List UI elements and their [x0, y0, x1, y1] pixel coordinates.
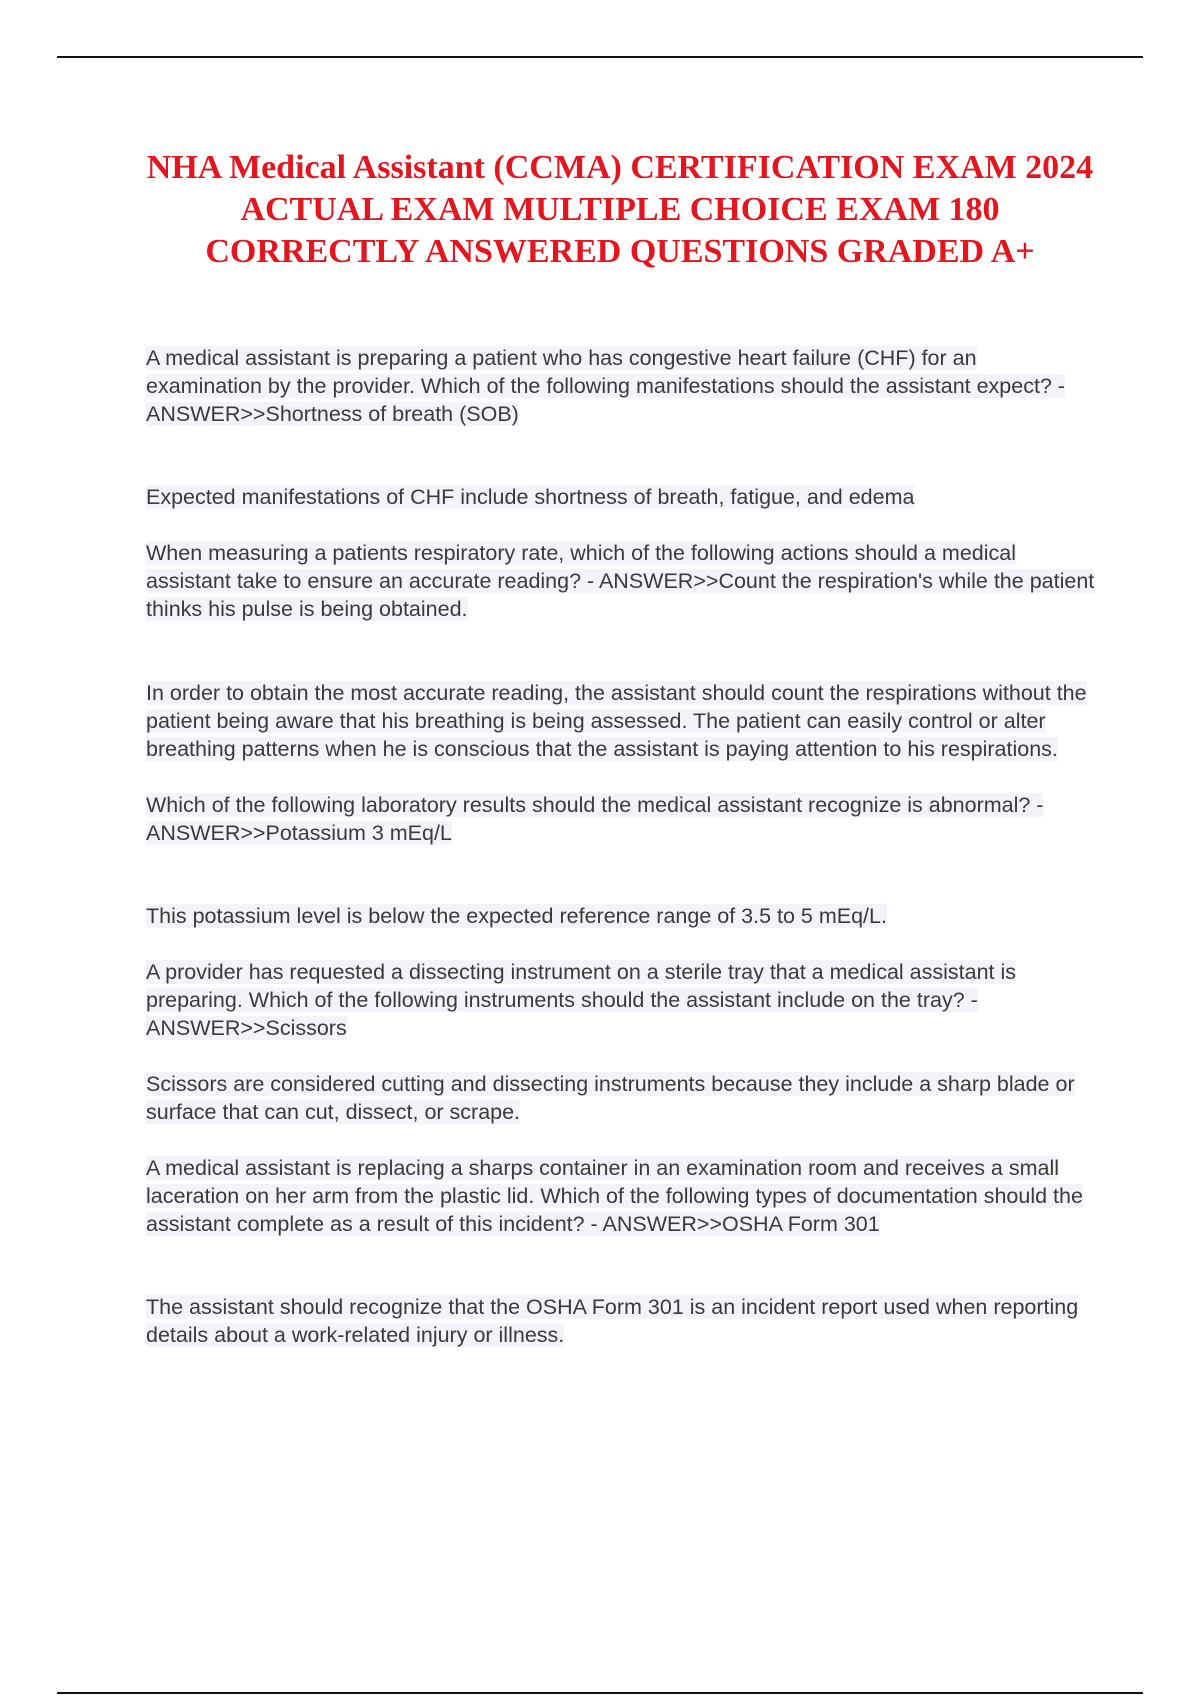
explanation-1: Expected manifestations of CHF include shortness of breath, fatigue, and edema: [146, 485, 915, 509]
footer-rule: [57, 1692, 1143, 1694]
document-body: [146, 344, 1096, 1349]
header-rule: [57, 56, 1143, 58]
question-4: A provider has requested a dissecting instrument on a sterile tray that a medical assistant is preparing. Which of the following instruments should the assistant include on the tray? - ANSWER>>Scissors: [146, 960, 1016, 1040]
question-3: Which of the following laboratory results should the medical assistant recognize is abnormal? - ANSWER>>Potassium 3 mEq/L: [146, 793, 1044, 845]
explanation-3: This potassium level is below the expected reference range of 3.5 to 5 mEq/L.: [146, 904, 887, 928]
question-1: A medical assistant is preparing a patient who has congestive heart failure (CHF) for an examination by the provider. Which of the following manifestations should the assistant expect? - ANSWER>>Shortness of breath (SOB): [146, 346, 1066, 426]
question-5: A medical assistant is replacing a sharps container in an examination room and receives a small laceration on her arm from the plastic lid. Which of the following types of documentation should the assistant complete as a result of this incident? - ANSWER>>OSHA Form 301: [146, 1156, 1083, 1236]
explanation-5: The assistant should recognize that the OSHA Form 301 is an incident report used when reporting details about a work-related injury or illness.: [146, 1295, 1079, 1347]
explanation-2: In order to obtain the most accurate reading, the assistant should count the respirations without the patient being aware that his breathing is being assessed. The patient can easily control or alter breathing patterns when he is conscious that the assistant is paying attention to his respirations.: [146, 681, 1087, 761]
document-title: NHA Medical Assistant (CCMA) CERTIFICATION EXAM 2024 ACTUAL EXAM MULTIPLE CHOICE EXAM 180 CORRECTLY ANSWERED QUESTIONS GRADED A+: [146, 149, 1094, 270]
explanation-4: Scissors are considered cutting and dissecting instruments because they include a sharp blade or surface that can cut, dissect, or scrape.: [146, 1072, 1075, 1124]
question-2: When measuring a patients respiratory rate, which of the following actions should a medical assistant take to ensure an accurate reading? - ANSWER>>Count the respiration's while the patient thinks his pulse is being obtained.: [146, 541, 1095, 621]
